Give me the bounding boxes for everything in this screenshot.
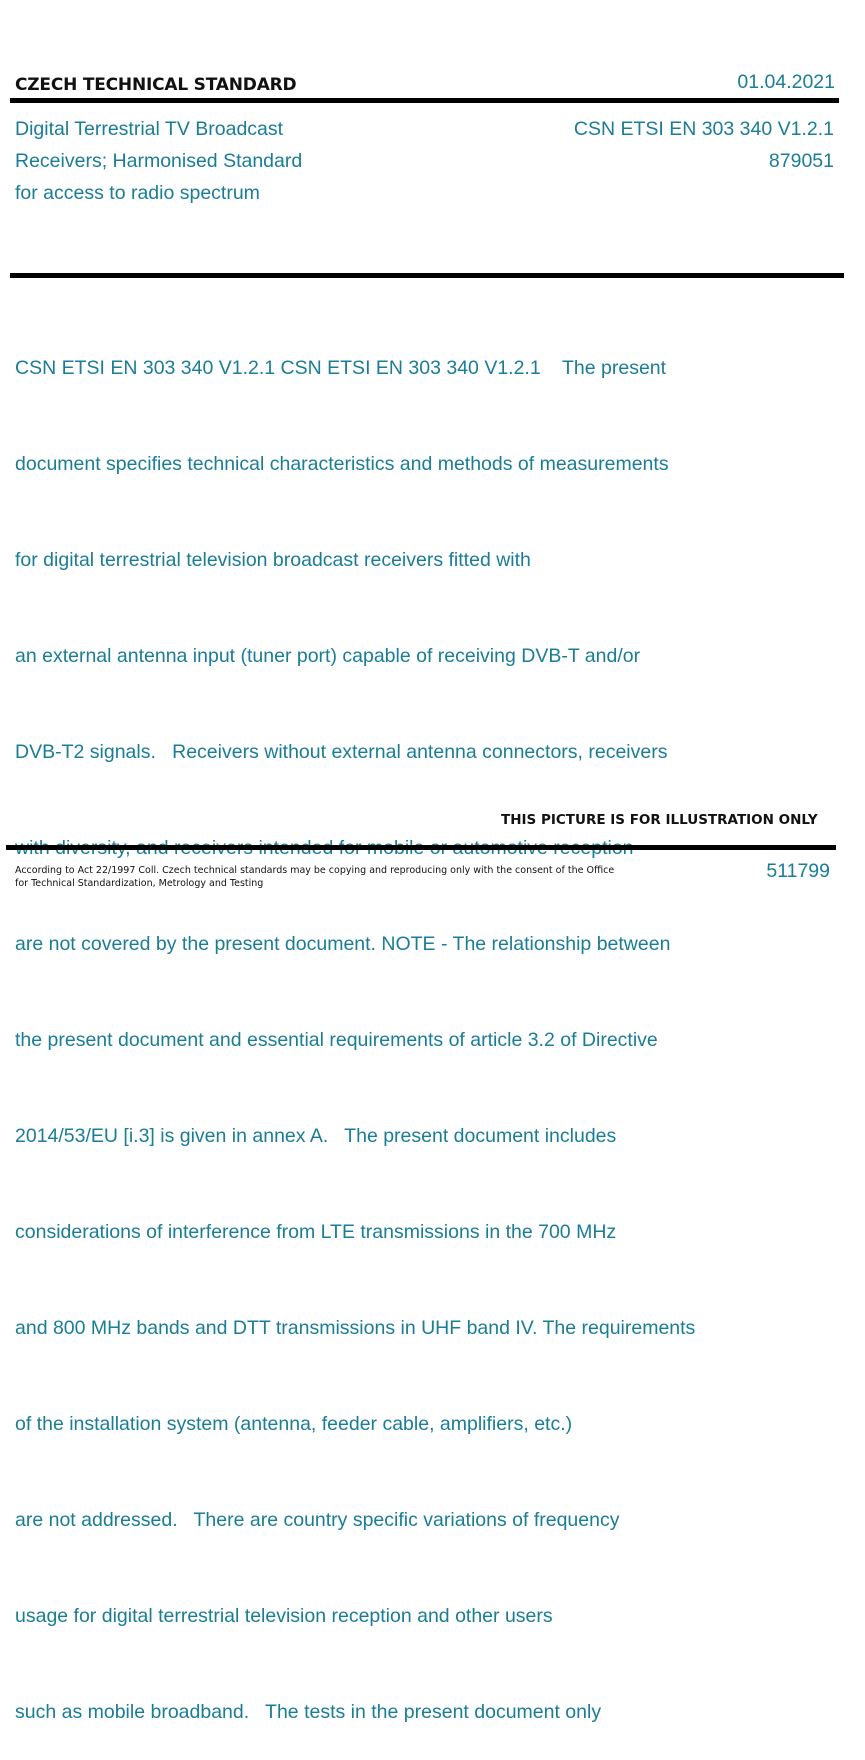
copyright-line: for Technical Standardization, Metrology and Testing bbox=[15, 878, 264, 889]
document-abstract bbox=[15, 288, 695, 1760]
standard-code: CSN ETSI EN 303 340 V1.2.1 bbox=[573, 118, 834, 140]
title-line: Receivers; Harmonised Standard bbox=[15, 150, 303, 172]
abstract-line: are not covered by the present document. NOTE - The relationship between bbox=[15, 933, 671, 955]
abstract-line: for digital terrestrial television broadcast receivers fitted with bbox=[15, 549, 531, 571]
document-title bbox=[15, 113, 302, 209]
abstract-line: the present document and essential requirements of article 3.2 of Directive bbox=[15, 1029, 658, 1051]
catalog-number: 511799 bbox=[766, 860, 830, 882]
standard-type-heading: CZECH TECHNICAL STANDARD bbox=[15, 75, 297, 95]
bottom-divider bbox=[6, 845, 836, 850]
abstract-line: an external antenna input (tuner port) capable of receiving DVB-T and/or bbox=[15, 645, 641, 667]
abstract-line: considerations of interference from LTE transmissions in the 700 MHz bbox=[15, 1221, 617, 1243]
abstract-line: DVB-T2 signals. Receivers without external antenna connectors, receivers bbox=[15, 741, 668, 763]
title-line: Digital Terrestrial TV Broadcast bbox=[15, 118, 284, 140]
copyright-notice bbox=[15, 864, 614, 890]
top-divider bbox=[10, 98, 839, 103]
abstract-line: usage for digital terrestrial television reception and other users bbox=[15, 1605, 553, 1627]
standard-identifier bbox=[574, 113, 834, 177]
abstract-line: document specifies technical characteristics and methods of measurements bbox=[15, 453, 669, 475]
abstract-line: and 800 MHz bands and DTT transmissions in UHF band IV. The requirements bbox=[15, 1317, 696, 1339]
abstract-line: 2014/53/EU [i.3] is given in annex A. The present document includes bbox=[15, 1125, 617, 1147]
copyright-line: According to Act 22/1997 Coll. Czech technical standards may be copying and reproducing only with the consent of the Office bbox=[15, 865, 615, 876]
abstract-line: are not addressed. There are country specific variations of frequency bbox=[15, 1509, 620, 1531]
abstract-line: CSN ETSI EN 303 340 V1.2.1 CSN ETSI EN 303 340 V1.2.1 The present bbox=[15, 357, 667, 379]
classification-number: 879051 bbox=[768, 150, 834, 172]
abstract-line: such as mobile broadband. The tests in the present document only bbox=[15, 1701, 602, 1723]
publication-date: 01.04.2021 bbox=[737, 71, 835, 93]
abstract-line: of the installation system (antenna, feeder cable, amplifiers, etc.) bbox=[15, 1413, 573, 1435]
middle-divider bbox=[10, 273, 844, 278]
title-line: for access to radio spectrum bbox=[15, 182, 260, 204]
illustration-disclaimer: THIS PICTURE IS FOR ILLUSTRATION ONLY bbox=[501, 812, 818, 828]
